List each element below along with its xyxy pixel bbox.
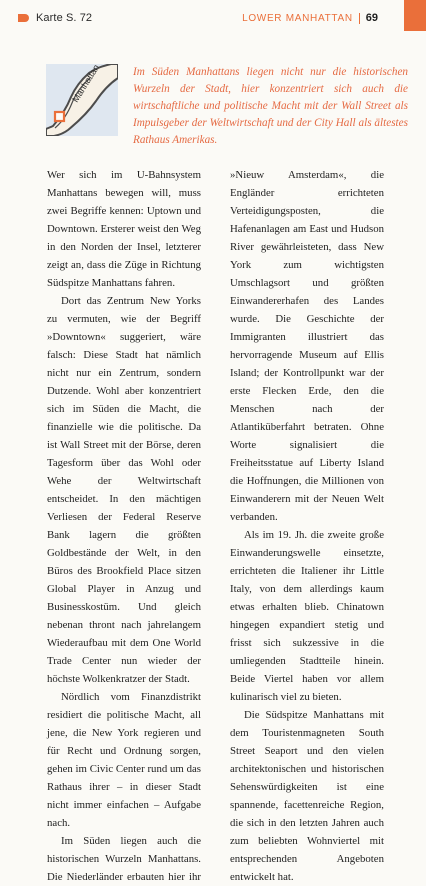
edge-tab [404,0,426,31]
page-number: 69 [365,12,378,24]
body-text [47,166,384,886]
body-paragraph-2: Dort das Zentrum New Yorks zu vermuten, wie der Begriff »Downtown« suggeriert, wäre falsch: Diese Stadt hat nämlich nicht nur ein Zentrum, sondern Dutzende. Wohl aber konzentriert sich im Süden die Macht, die finanzielle wie die politische. Da ist Wall Street mit der Börse, deren Tagesform über das Wohl oder Wehe der Weltwirtschaft entscheidet. In den mächtigen Verliesen der Federal Reserve Bank lagern die größten Goldbestände der Welt, in den Büros des Brookfield Place sitzen Global Player in Anzug und Businesskostüm. Und gleich nebenan thront nach jahrelangem Wiederaufbau mit dem One World Trade Center nun wieder der höchste Wolkenkratzer der Stadt. [47,295,201,685]
map-inset-icon [46,64,118,136]
body-paragraph-5: Als im 19. Jh. die zweite große Einwanderungswelle einsetzte, errichteten die Italiener ihr Little Italy, von dem allerdings kaum etwas erhalten blieb. Chinatown hingegen expandiert stetig und frisst sich sukzessive in die umliegenden Stadtteile hinein. Beide Viertel haben vor allem kulinarisch viel zu bieten. [230,529,384,703]
body-paragraph-3: Nördlich vom Finanzdistrikt residiert die politische Macht, all jene, die New York regieren und für Recht und Ordnung sorgen, gehen im Civic Center rund um das Rathaus ihrer – in dieser Stadt nicht immer einfachen – Aufgabe nach. [47,691,201,829]
map-reference-label: Karte S. 72 [36,12,93,24]
location-marker [55,112,64,121]
page-header [0,0,426,36]
map-inset-svg [46,64,118,136]
section-label: LOWER MANHATTAN [242,12,353,24]
intro-text: Im Süden Manhattans liegen nicht nur die historischen Wurzeln der Stadt, hier konzentriert sich auch die wirtschaftliche und politische Macht mit der Wall Street als Impulsgeber der Weltwirtschaft und der City Hall als ältestes Rathaus Amerikas. [133,66,408,146]
map-reference [18,11,92,25]
body-paragraph-1: Wer sich im U-Bahnsystem Manhattans bewegen will, muss zwei Begriffe kennen: Uptown und Downtown. Ersterer weist den Weg in den Norden der Insel, letzterer zeigt an, dass die Züge in Richtung Südspitze Manhattans fahren. [47,169,201,289]
body-paragraph-4: Im Süden liegen auch die historischen Wurzeln Manhattans. Die Niederländer erbauten hier ihr »Nieuw Amsterdam«, die Engländer errichteten Verteidigungsposten, die Hafenanlagen am East und Hudson River gewährleisteten, dass New York zum wichtigsten Umschlagsort und größten Einwandererhafen des Landes wurde. Die Geschichte der Immigranten illustriert das hervorragende Museum auf Ellis Island; der Kontrollpunkt war der erste Flecken Erde, den die Menschen nach der Atlantiküberfahrt betraten. Ohne Worte signalisiert die Freiheitsstatue auf Liberty Island die Hoffnungen, die Millionen von Einwanderern mit der Neuen Welt verbanden. [47,169,384,883]
section-heading [242,11,378,25]
island-label: Manhattan [70,64,102,105]
header-divider [359,13,360,24]
tab-marker-icon [18,14,29,22]
body-paragraph-6: Die Südspitze Manhattans mit dem Touristenmagneten South Street Seaport und den vielen architektonischen und historischen Sehenswürdigkeiten ist eine spannende, facettenreiche Region, die sich in den letzten Jahren auch zum beliebten Wohnviertel mit entsprechenden Angeboten entwickelt hat. [230,709,384,883]
